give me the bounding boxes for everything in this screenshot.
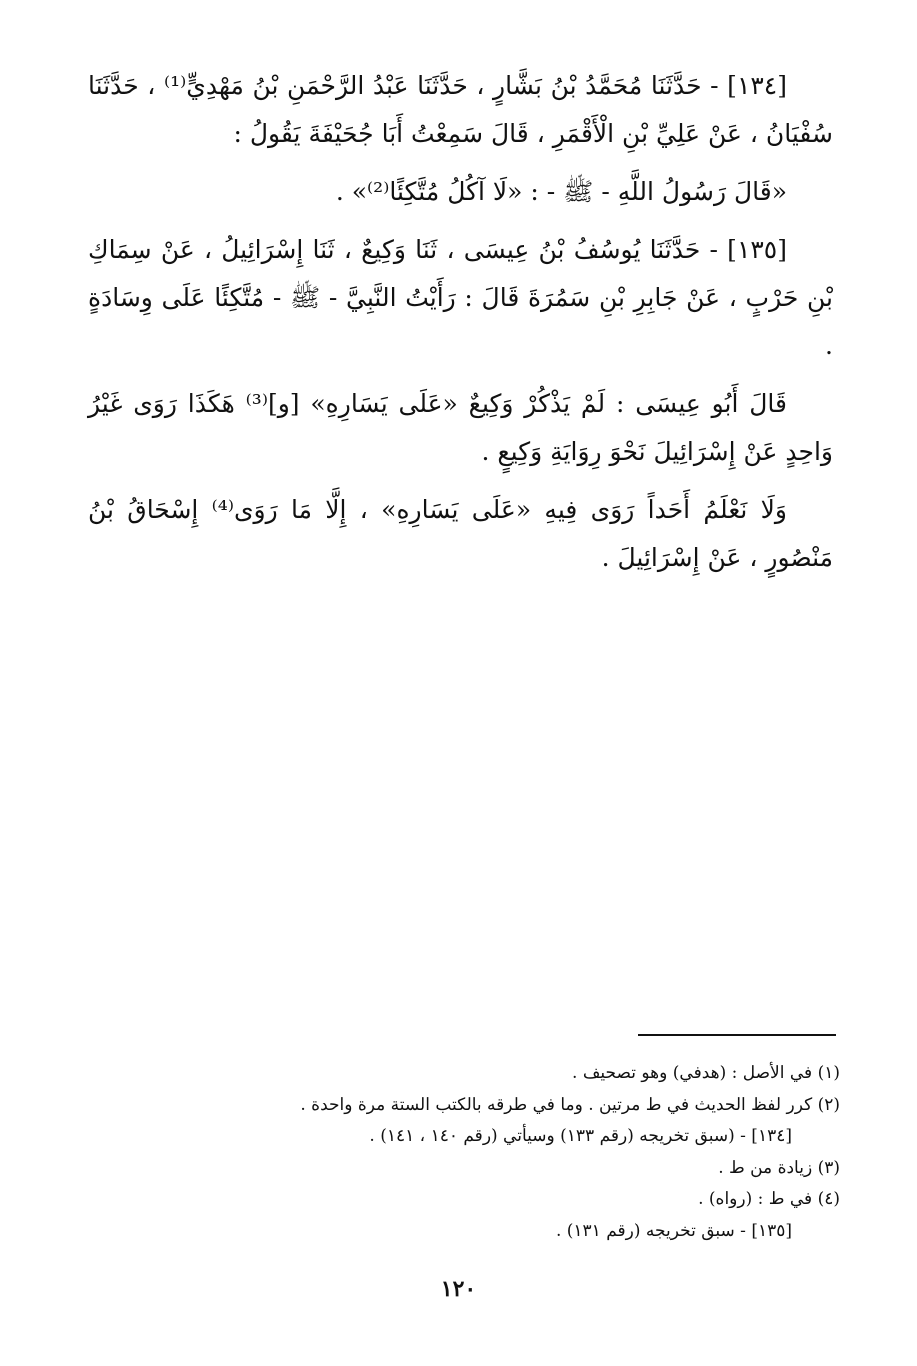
footnote-takhrij-135: [١٣٥] - سبق تخريجه (رقم ١٣١) . bbox=[555, 1220, 792, 1241]
footnotes bbox=[200, 1058, 840, 1247]
abu-isa-comment-2: وَلَا نَعْلَمُ أَحَداً رَوَى فِيهِ «عَلَى يَسَارِهِ» ، إِلَّا مَا رَوَى⁽⁴⁾ إِسْحَاقُ بْنُ مَنْصُورٍ ، عَنْ إِسْرَائِيلَ . bbox=[88, 495, 833, 572]
footnote-takhrij-134: [١٣٤] - (سبق تخريجه (رقم ١٣٣) وسيأتي (رقم ١٤٠ ، ١٤١) . bbox=[369, 1126, 792, 1146]
abu-isa-comment-1: قَالَ أَبُو عِيسَى : لَمْ يَذْكُرْ وَكِيعٌ «عَلَى يَسَارِهِ» [و]⁽³⁾ هَكَذَا رَوَى غَيْرُ وَاحِدٍ عَنْ إِسْرَائِيلَ نَحْوَ رِوَايَةِ وَكِيعٍ . bbox=[88, 389, 833, 466]
page-number: ١٢٠ bbox=[440, 1276, 477, 1302]
footnote-divider bbox=[638, 1034, 836, 1036]
footnote-3: (٣) زيادة من ط . bbox=[718, 1157, 840, 1178]
footnote-1: (١) في الأصل : (هدفي) وهو تصحيف . bbox=[572, 1063, 840, 1083]
hadith-134-matn: «قَالَ رَسُولُ اللَّهِ - ﷺ - : «لَا آكُلُ مُتَّكِئًا⁽²⁾» . bbox=[335, 177, 787, 206]
main-text bbox=[88, 62, 833, 592]
hadith-134-paragraph: [١٣٤] - حَدَّثَنَا مُحَمَّدُ بْنُ بَشَّارٍ ، حَدَّثَنَا عَبْدُ الرَّحْمَنِ بْنُ مَهْدِيٍّ⁽¹⁾ ، حَدَّثَنَا سُفْيَانُ ، عَنْ عَلِيِّ بْنِ الْأَقْمَرِ ، قَالَ سَمِعْتُ أَبَا جُحَيْفَةَ يَقُولُ : bbox=[88, 71, 833, 148]
footnote-4: (٤) في ط : (رواه) . bbox=[698, 1189, 840, 1209]
footnote-2: (٢) كرر لفظ الحديث في ط مرتين . وما في طرقه بالكتب الستة مرة واحدة . bbox=[300, 1094, 840, 1115]
hadith-135-paragraph: [١٣٥] - حَدَّثَنَا يُوسُفُ بْنُ عِيسَى ، ثَنَا وَكِيعٌ ، ثَنَا إِسْرَائِيلُ ، عَنْ سِمَاكِ بْنِ حَرْبٍ ، عَنْ جَابِرِ بْنِ سَمُرَةَ قَالَ : رَأَيْتُ النَّبِيَّ - ﷺ - مُتَّكِئًا عَلَى وِسَادَةٍ . bbox=[88, 235, 833, 360]
